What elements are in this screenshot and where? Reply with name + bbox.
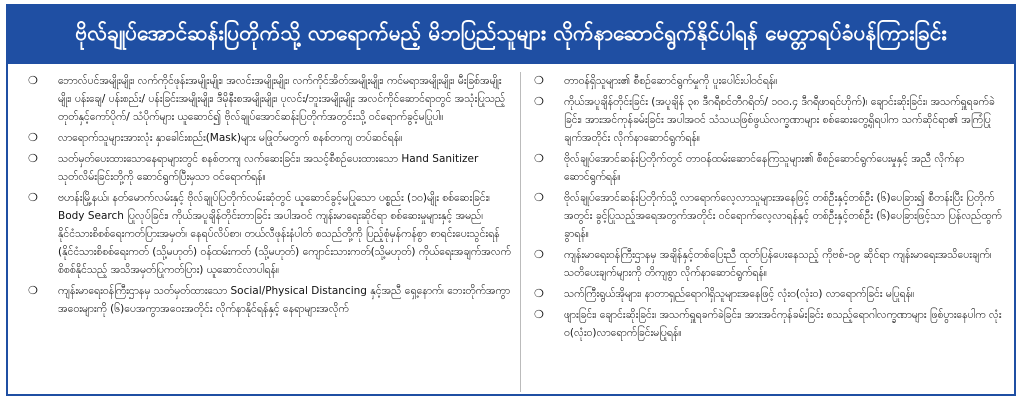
notice-item-text: ကိုယ်အပူချိန်တိုင်းခြင်း (အပူချိန် ၃၈ ဒီဂရီစင်တီဂရိတ်/ ၁၀၀.၄ ဒီဂရီဖာရင်ဟိုက်)၊ ချောင်းဆိုးခြင်း၊ အသက်ရှူရခက်ခဲခြင်း၊ အားအင်ကုန်ခမ်းခြင်း အပါအဝင် သံသယဖြစ်ဖွယ်လက္ခဏာများ စစ်ဆေးတွေ့ရှိရပါက သက်ဆိုင်ရာ၏ အကြံပြုချက်အတိုင်း လိုက်နာဆောင်ရွက်ရန်။ [564, 96, 995, 144]
notice-item [530, 285, 1002, 303]
circle-bullet-icon: ❍ [28, 131, 38, 144]
notice-item-text: ဗိုလ်ချုပ်အောင်ဆန်းပြတိုက်တွင် တာဝန်ထမ်းဆောင်နေကြသူများ၏ စီစဉ်ဆောင်ရွက်ပေးမှုနှင့် အညီ လိုက်နာဆောင်ရွက်ရန်။ [564, 153, 965, 183]
circle-bullet-icon: ❍ [534, 287, 544, 300]
right-column [530, 72, 1002, 345]
notice-item [24, 129, 511, 147]
circle-bullet-icon: ❍ [28, 284, 38, 297]
notice-item-text: တာဝန်ရှိသူများ၏ စီစဉ်ဆောင်ရွက်မှုကို ပူးပေါင်းပါဝင်ရန်။ [564, 75, 778, 87]
column-divider [520, 72, 521, 392]
left-column [24, 72, 511, 321]
notice-item [24, 282, 511, 318]
circle-bullet-icon: ❍ [534, 95, 544, 108]
circle-bullet-icon: ❍ [534, 74, 544, 87]
circle-bullet-icon: ❍ [534, 152, 544, 165]
circle-bullet-icon: ❍ [28, 74, 38, 87]
notice-item [530, 306, 1002, 342]
notice-item [530, 246, 1002, 282]
notice-item-text: ဖျားခြင်း၊ ချောင်းဆိုးခြင်း၊ အသက်ရှူရခက်ခဲခြင်း၊ အားအင်ကုန်ခမ်းခြင်း စသည့်ရောဂါလက္ခဏာများ ဖြစ်ပွားနေပါက လုံးဝ(လုံးဝ)လာရောက်ခြင်းမပြုရန်။ [564, 309, 1002, 339]
notice-item-text: သတ်မှတ်ပေးထားသောနေရာများတွင် စနစ်တကျ လက်ဆေးခြင်း၊ အသင့်စီစဉ်ပေးထားသော Hand Sanitizer သုတ်လိမ်းခြင်းတို့ကို ဆောင်ရွက်ပြီးမှသာ ဝင်ရောက်ရန်။ [58, 153, 479, 183]
notice-item [24, 150, 511, 186]
notice-item-text: ဘောလ်ပင်အမျိုးမျိုး၊ လက်ကိုင်ဖုန်းအမျိုးမျိုး၊ အလင်းအမျိုးမျိုး၊ လက်ကိုင်အိတ်အမျိုးမျိုး၊ ကင်မရာအမျိုးမျိုး၊ မီးခြစ်အမျိုးမျိုး၊ ပန်းချေ/ ပန်းစည်း/ ပန်းခြင်းအမျိုးမျိုး၊ ဒီမိုနီးစအမျိုးမျိုး၊ ပုလင်း/ဘူးအမျိုးမျိုး အလင်ကိုင်ဆောင်ရာတွင် အသုံးပြုသည့် တုတ်နှင့်ကော်ပိုက်/ သံပိုက်များ ယူဆောင်၍ ဗိုလ်ချုပ်အောင်ဆန်းပြတိုက်အတွင်းသို့ ဝင်ရောက်ခွင့်မပြုပါ။ [58, 75, 506, 123]
notice-item-text: ဗိုလ်ချုပ်အောင်ဆန်းပြတိုက်သို့ လာရောက်လေ့လာသူများအနေဖြင့် တစ်ဦးနှင့်တစ်ဦး (၆)ပေခြား၍ စီတန်းပြီး ပြတိုက်အတွင်း ခွင့်ပြုသည့်အရေအတွက်အတိုင်း ဝင်ရောက်လေ့လာရန်နှင့် တစ်ဦးနှင့်တစ်ဦး (၆)ပေခြားဖြင့်သာ ပြန်လည်ထွက်ခွာရန်။ [564, 192, 1002, 240]
circle-bullet-icon: ❍ [28, 152, 38, 165]
circle-bullet-icon: ❍ [534, 248, 544, 261]
notice-frame [6, 4, 1016, 396]
notice-item [530, 72, 1002, 90]
title-banner [8, 6, 1014, 64]
notice-title: ဗိုလ်ချုပ်အောင်ဆန်းပြတိုက်သို့ လာရောက်မည့် မိဘပြည်သူများ လိုက်နာဆောင်ရွက်နိုင်ပါရန် မေတ္တာရပ်ခံပန်ကြားခြင်း [75, 20, 947, 45]
notice-item-text: လာရောက်သူများအားလုံး နှာခေါင်းစည်း(Mask)များ မဖြုတ်မတွက် စနစ်တကျ တပ်ဆင်ရန်။ [58, 132, 403, 144]
notice-item-text: သက်ကြီးရွယ်အိုများ၊ နာတာရှည်ရောဂါရှိသူများအနေဖြင့် လုံးဝ(လုံးဝ) လာရောက်ခြင်း မပြုရန်။ [564, 288, 915, 300]
circle-bullet-icon: ❍ [534, 308, 544, 321]
notice-item-text: ကျန်းမာရေးဝန်ကြီးဌာနမှ သတ်မှတ်ထားသော Social/Physical Distancing နှင့်အညီ ရှေ့နောက်၊ ဘေးတိုက်အကွာအဝေးများကို (၆)ပေအကွာအဝေးအတိုင်း လိုက်နာနိုင်ရန်နှင့် နေရာများအလိုက် [58, 285, 511, 315]
notice-item [24, 72, 511, 126]
notice-item [530, 189, 1002, 243]
notice-item [24, 189, 511, 279]
circle-bullet-icon: ❍ [28, 191, 38, 204]
notice-item [530, 150, 1002, 186]
circle-bullet-icon: ❍ [534, 191, 544, 204]
notice-item [530, 93, 1002, 147]
notice-item-text: ကျန်းမာရေးဝန်ကြီးဌာနမှ အချိန်နှင့်တစ်ပြေးညီ ထုတ်ပြန်ပေးနေသည့် ကိုဗစ်-၁၉ ဆိုင်ရာ ကျန်းမာရေးအသိပေးချက်၊ သတိပေးချက်များကို တိကျစွာ လိုက်နာဆောင်ရွက်ရန်။ [564, 249, 992, 279]
notice-item-text: ဗဟန်းမြို့နယ်၊ နတ်မောက်လမ်းနှင့် ဗိုလ်ချုပ်ပြတိုက်လမ်းဆုံတွင် ယူဆောင်ခွင့်မပြုသော ပစ္စည်း (၁၀)မျိုး စစ်ဆေးခြင်း၊ Body Search ပြုလုပ်ခြင်း၊ ကိုယ်အပူချိန်တိုင်းတာခြင်း အပါအဝင် ကျန်းမာရေးဆိုင်ရာ စစ်ဆေးမှုများနှင့် အမည်၊ နိုင်ငံသားစိစစ်ရေးကတ်ပြားအမှတ်၊ နေရပ်လိပ်စာ၊ တယ်လီဖုန်းနံပါတ် စသည်တို့ကို ပြည့်စုံမှန်ကန်စွာ စာရင်းပေးသွင်းရန် (နိုင်ငံသားစိစစ်ရေးကတ် (သို့မဟုတ်) ဝန်ထမ်းကတ် (သို့မဟုတ်) ကျောင်းသားကတ်(သို့မဟုတ်) ကိုယ်ရေးအချက်အလက် စိစစ်နိုင်သည့် အသိအမှတ်ပြုကတ်ပြား) ယူဆောင်လာပါရန်။ [58, 192, 511, 276]
